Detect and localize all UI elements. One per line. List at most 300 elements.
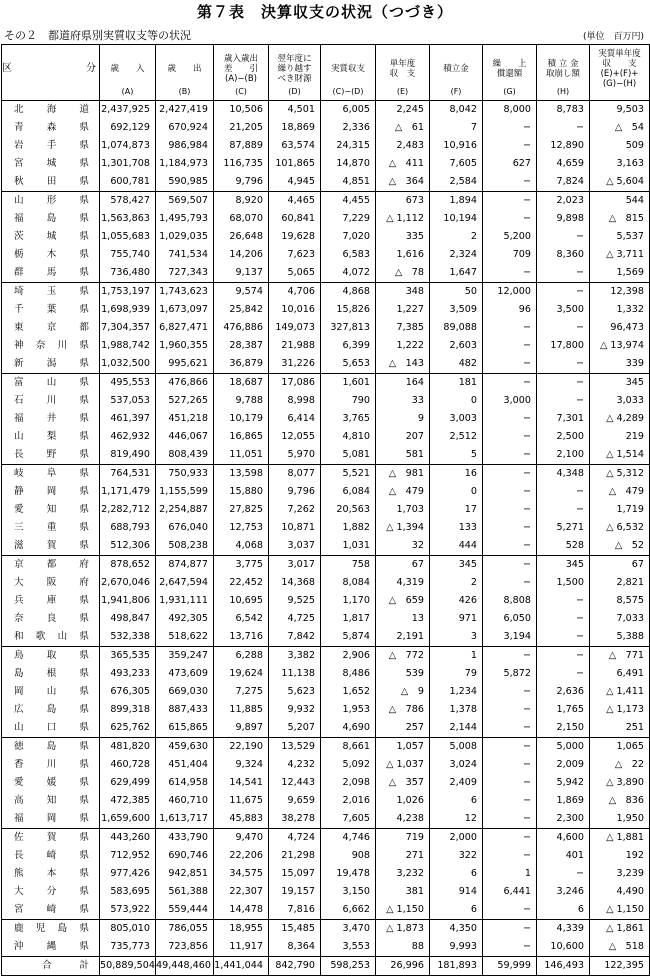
table-cell: 7,301 xyxy=(537,410,590,428)
table-cell: − xyxy=(537,228,590,246)
table-cell: 401 xyxy=(537,847,590,865)
table-cell: 19,624 xyxy=(214,665,269,683)
table-cell: 181 xyxy=(430,374,483,393)
table-cell: 6 xyxy=(430,901,483,920)
table-cell: 9,796 xyxy=(269,483,321,501)
table-cell: 14,870 xyxy=(321,155,376,173)
table-cell: 13,716 xyxy=(214,628,269,647)
prefecture-name: 青森県 xyxy=(2,119,100,137)
table-cell: 4,348 xyxy=(537,465,590,484)
table-cell: 1,652 xyxy=(321,683,376,701)
table-cell: 5,942 xyxy=(537,774,590,792)
table-cell: 17,800 xyxy=(537,337,590,355)
table-cell: 4,851 xyxy=(321,173,376,192)
table-cell: 3,003 xyxy=(430,410,483,428)
table-cell: 6,441 xyxy=(483,883,537,901)
column-header-label: 実質単年度 収 支 (E)+(F)+ (G)−(H) xyxy=(598,48,641,89)
table-cell: 1,950 xyxy=(590,810,650,829)
table-cell: 322 xyxy=(430,847,483,865)
table-cell: 583,695 xyxy=(100,883,156,901)
table-cell: 5,653 xyxy=(321,355,376,374)
table-row xyxy=(2,192,650,211)
table-cell: − xyxy=(537,374,590,393)
column-header xyxy=(2,45,114,101)
table-cell: 2,427,419 xyxy=(156,101,214,120)
table-cell: 4,350 xyxy=(430,920,483,939)
table-cell: − xyxy=(483,264,537,283)
table-cell: 13 xyxy=(376,610,430,628)
table-cell: 1,659,600 xyxy=(100,810,156,829)
table-cell: 819,490 xyxy=(100,446,156,465)
table-cell: 473,609 xyxy=(156,665,214,683)
table-cell: 9,897 xyxy=(214,719,269,738)
table-row xyxy=(2,101,650,120)
table-cell: △ 3,711 xyxy=(590,246,650,264)
table-cell: 18,955 xyxy=(214,920,269,939)
table-cell: 4,232 xyxy=(269,756,321,774)
table-row xyxy=(2,719,650,738)
prefecture-name: 群馬県 xyxy=(2,264,100,283)
table-cell: 10,506 xyxy=(214,101,269,120)
table-cell: 764,531 xyxy=(100,465,156,484)
table-cell: 6,288 xyxy=(214,647,269,666)
table-cell: △ 1,037 xyxy=(376,756,430,774)
table-cell: − xyxy=(537,483,590,501)
table-cell: 339 xyxy=(590,355,650,374)
prefecture-name: 福井県 xyxy=(2,410,100,428)
table-row xyxy=(2,173,650,192)
table-cell: △ 771 xyxy=(590,647,650,666)
table-cell: 33 xyxy=(376,392,430,410)
table-cell: 460,710 xyxy=(156,792,214,810)
table-cell: 7,623 xyxy=(269,246,321,264)
table-cell: 627 xyxy=(483,155,537,173)
table-cell: 68,070 xyxy=(214,210,269,228)
table-row xyxy=(2,556,650,575)
table-cell: 1,698,939 xyxy=(100,301,156,319)
table-cell: 8,000 xyxy=(483,101,537,120)
table-cell: 8,360 xyxy=(537,246,590,264)
table-cell: 10,016 xyxy=(269,301,321,319)
table-row xyxy=(2,774,650,792)
table-cell: 1,378 xyxy=(430,701,483,719)
table-cell: − xyxy=(537,592,590,610)
table-cell: 7,605 xyxy=(321,810,376,829)
table-cell: 3,024 xyxy=(430,756,483,774)
table-cell: 750,933 xyxy=(156,465,214,484)
table-cell: 9,796 xyxy=(214,173,269,192)
table-cell: 12,753 xyxy=(214,519,269,537)
table-cell: 8,077 xyxy=(269,465,321,484)
table-cell: 13,598 xyxy=(214,465,269,484)
table-cell: 207 xyxy=(376,428,430,446)
table-cell: 459,630 xyxy=(156,738,214,757)
prefecture-name: 三重県 xyxy=(2,519,100,537)
table-cell: 1,719 xyxy=(590,501,650,519)
table-row xyxy=(2,119,650,137)
table-cell: 1,563,863 xyxy=(100,210,156,228)
prefecture-name: 福島県 xyxy=(2,210,100,228)
table-cell: 5,537 xyxy=(590,228,650,246)
table-cell: − xyxy=(483,119,537,137)
table-row xyxy=(2,319,650,337)
table-cell: △ 3,890 xyxy=(590,774,650,792)
table-cell: 676,040 xyxy=(156,519,214,537)
table-cell: 2,000 xyxy=(430,829,483,848)
table-cell: 426 xyxy=(430,592,483,610)
page-title: 第７表 決算収支の状況（つづき） xyxy=(196,3,453,21)
table-cell: 5,970 xyxy=(269,446,321,465)
table-cell: − xyxy=(483,319,537,337)
table-cell: 1,753,197 xyxy=(100,283,156,302)
prefecture-name: 長崎県 xyxy=(2,847,100,865)
table-cell: 5,271 xyxy=(537,519,590,537)
table-cell: △ 52 xyxy=(590,537,650,556)
table-cell: 18,687 xyxy=(214,374,269,393)
table-cell: 1,941,806 xyxy=(100,592,156,610)
column-header-code: (F) xyxy=(450,87,462,96)
table-cell: 3 xyxy=(430,628,483,647)
table-cell: △ 479 xyxy=(376,483,430,501)
table-cell: 87,889 xyxy=(214,137,269,155)
table-cell: 590,985 xyxy=(156,173,214,192)
table-cell: 539 xyxy=(376,665,430,683)
table-cell: 5,081 xyxy=(321,446,376,465)
column-header-code: (C)−(D) xyxy=(332,87,364,96)
table-cell: 7 xyxy=(430,119,483,137)
table-cell: 443,260 xyxy=(100,829,156,848)
table-cell: − xyxy=(537,610,590,628)
table-cell: 5,092 xyxy=(321,756,376,774)
table-cell: 461,397 xyxy=(100,410,156,428)
prefecture-name: 宮崎県 xyxy=(2,901,100,920)
table-cell: 38,278 xyxy=(269,810,321,829)
table-cell: 1,074,873 xyxy=(100,137,156,155)
table-cell: △ 13,974 xyxy=(590,337,650,355)
table-cell: 45,883 xyxy=(214,810,269,829)
table-cell: 1,171,479 xyxy=(100,483,156,501)
table-cell: △ 1,873 xyxy=(376,920,430,939)
table-cell: 79 xyxy=(430,665,483,683)
table-cell: 723,856 xyxy=(156,938,214,957)
table-cell: 67 xyxy=(590,556,650,575)
table-cell: 345 xyxy=(590,374,650,393)
column-header xyxy=(537,45,590,101)
prefecture-name: 滋賀県 xyxy=(2,537,100,556)
table-cell: 971 xyxy=(430,610,483,628)
table-cell: 1,500 xyxy=(537,574,590,592)
prefecture-name: 和歌山県 xyxy=(2,628,100,647)
table-cell: 4,724 xyxy=(269,829,321,848)
table-cell: 2,647,594 xyxy=(156,574,214,592)
table-cell: 12,890 xyxy=(537,137,590,155)
table-cell: 7,842 xyxy=(269,628,321,647)
table-cell: 2 xyxy=(430,228,483,246)
table-cell: − xyxy=(483,574,537,592)
column-header xyxy=(269,45,321,101)
table-cell: 19,478 xyxy=(321,865,376,883)
table-cell: 5,200 xyxy=(483,228,537,246)
table-cell: 1,569 xyxy=(590,264,650,283)
table-cell: 5,872 xyxy=(483,665,537,683)
table-cell: 19,157 xyxy=(269,883,321,901)
table-cell: 1,332 xyxy=(590,301,650,319)
table-cell: 9,525 xyxy=(269,592,321,610)
table-cell: 476,866 xyxy=(156,374,214,393)
prefecture-name: 宮城県 xyxy=(2,155,100,173)
table-row xyxy=(2,428,650,446)
table-cell: △ 411 xyxy=(376,155,430,173)
table-cell: 34,575 xyxy=(214,865,269,883)
table-cell: − xyxy=(483,774,537,792)
table-cell: − xyxy=(537,392,590,410)
table-cell: 518,622 xyxy=(156,628,214,647)
table-cell: △ 1,394 xyxy=(376,519,430,537)
table-cell: 2,512 xyxy=(430,428,483,446)
prefecture-name: 大分県 xyxy=(2,883,100,901)
table-row xyxy=(2,519,650,537)
table-cell: △ 6,532 xyxy=(590,519,650,537)
table-cell: 15,826 xyxy=(321,301,376,319)
table-cell: − xyxy=(483,719,537,738)
table-cell: − xyxy=(483,537,537,556)
table-cell: 7,229 xyxy=(321,210,376,228)
table-cell: 6,491 xyxy=(590,665,650,683)
table-cell: 3,500 xyxy=(537,301,590,319)
column-header-code: (A) xyxy=(121,87,134,96)
table-cell: 625,762 xyxy=(100,719,156,738)
table-cell: 615,865 xyxy=(156,719,214,738)
table-cell: 345 xyxy=(430,556,483,575)
table-cell: △ 22 xyxy=(590,756,650,774)
table-cell: 6,005 xyxy=(321,101,376,120)
table-row xyxy=(2,792,650,810)
table-cell: 14,368 xyxy=(269,574,321,592)
table-cell: 492,305 xyxy=(156,610,214,628)
table-cell: 600,781 xyxy=(100,173,156,192)
table-cell: − xyxy=(483,210,537,228)
prefecture-name: 石川県 xyxy=(2,392,100,410)
table-cell: − xyxy=(537,283,590,302)
prefecture-name: 京都府 xyxy=(2,556,100,575)
table-cell: △ 786 xyxy=(376,701,430,719)
table-cell: 1,222 xyxy=(376,337,430,355)
table-row xyxy=(2,810,650,829)
table-cell: 10,916 xyxy=(430,137,483,155)
table-cell: 1,065 xyxy=(590,738,650,757)
table-cell: 0 xyxy=(430,392,483,410)
table-cell: 2,409 xyxy=(430,774,483,792)
table-cell: 63,574 xyxy=(269,137,321,155)
prefecture-name: 広島県 xyxy=(2,701,100,719)
table-cell: △ 357 xyxy=(376,774,430,792)
table-cell: 14,541 xyxy=(214,774,269,792)
prefecture-name: 鹿児島県 xyxy=(2,920,100,939)
table-cell: 790 xyxy=(321,392,376,410)
table-cell: 4,600 xyxy=(537,829,590,848)
table-cell: 122,395 xyxy=(590,957,650,976)
table-cell: 1,032,500 xyxy=(100,355,156,374)
prefecture-name: 高知県 xyxy=(2,792,100,810)
table-cell: 3,382 xyxy=(269,647,321,666)
table-cell: 21,205 xyxy=(214,119,269,137)
table-cell: 433,790 xyxy=(156,829,214,848)
table-cell: 1,184,973 xyxy=(156,155,214,173)
table-cell: 8,661 xyxy=(321,738,376,757)
table-cell: 7,033 xyxy=(590,610,650,628)
table-row xyxy=(2,738,650,757)
table-row xyxy=(2,537,650,556)
table-cell: 8,575 xyxy=(590,592,650,610)
table-cell: 4,072 xyxy=(321,264,376,283)
table-cell: △ 1,881 xyxy=(590,829,650,848)
table-cell: 27,825 xyxy=(214,501,269,519)
table-cell: 2,254,887 xyxy=(156,501,214,519)
table-cell: 4,746 xyxy=(321,829,376,848)
table-row xyxy=(2,301,650,319)
table-cell: 7,304,357 xyxy=(100,319,156,337)
table-cell: 6 xyxy=(537,901,590,920)
table-cell: 4,868 xyxy=(321,283,376,302)
table-cell: 573,922 xyxy=(100,901,156,920)
table-cell: 3,033 xyxy=(590,392,650,410)
table-cell: △ 78 xyxy=(376,264,430,283)
table-cell: 8,808 xyxy=(483,592,537,610)
table-cell: 3,037 xyxy=(269,537,321,556)
column-header xyxy=(430,45,483,101)
table-cell: 9,932 xyxy=(269,701,321,719)
prefecture-name: 山形県 xyxy=(2,192,100,211)
table-cell: 755,740 xyxy=(100,246,156,264)
table-cell: 1,647 xyxy=(430,264,483,283)
prefecture-name: 千葉県 xyxy=(2,301,100,319)
table-cell: 727,343 xyxy=(156,264,214,283)
table-cell: 2,603 xyxy=(430,337,483,355)
table-cell: 1,170 xyxy=(321,592,376,610)
column-header xyxy=(100,45,156,101)
table-cell: 22,307 xyxy=(214,883,269,901)
table-cell: 842,790 xyxy=(269,957,321,976)
table-cell: 3,470 xyxy=(321,920,376,939)
table-cell: 1,613,717 xyxy=(156,810,214,829)
table-cell: 14,206 xyxy=(214,246,269,264)
table-cell: 482 xyxy=(430,355,483,374)
table-cell: 528 xyxy=(537,537,590,556)
table-cell: 49,448,460 xyxy=(156,957,214,976)
table-cell: △ 1,514 xyxy=(590,446,650,465)
table-cell: 5,008 xyxy=(430,738,483,757)
table-cell: 9,137 xyxy=(214,264,269,283)
table-cell: △ 364 xyxy=(376,173,430,192)
prefecture-name: 大阪府 xyxy=(2,574,100,592)
table-row xyxy=(2,355,650,374)
table-cell: 7,275 xyxy=(214,683,269,701)
table-cell: 688,793 xyxy=(100,519,156,537)
table-cell: − xyxy=(483,847,537,865)
table-cell: 5,388 xyxy=(590,628,650,647)
table-cell: 2,324 xyxy=(430,246,483,264)
table-row xyxy=(2,592,650,610)
column-header-label: 単年度 収 支 xyxy=(389,58,416,79)
table-cell: 4,339 xyxy=(537,920,590,939)
table-cell: 2,245 xyxy=(376,101,430,120)
table-row xyxy=(2,847,650,865)
table-cell: 28,387 xyxy=(214,337,269,355)
table-cell: △ 9 xyxy=(376,683,430,701)
table-cell: 2,009 xyxy=(537,756,590,774)
table-cell: 5,874 xyxy=(321,628,376,647)
table-cell: 690,746 xyxy=(156,847,214,865)
table-cell: 569,507 xyxy=(156,192,214,211)
table-cell: 1,301,708 xyxy=(100,155,156,173)
column-header-label: 繰 上 償還額 xyxy=(492,58,527,79)
table-cell: 9,659 xyxy=(269,792,321,810)
prefecture-name: 鳥取県 xyxy=(2,647,100,666)
table-cell: 476,886 xyxy=(214,319,269,337)
prefecture-name: 埼玉県 xyxy=(2,283,100,302)
table-cell: 3,775 xyxy=(214,556,269,575)
table-cell: 986,984 xyxy=(156,137,214,155)
column-header-code: (E) xyxy=(396,87,409,96)
table-row xyxy=(2,446,650,465)
table-cell: 6,399 xyxy=(321,337,376,355)
prefecture-name: 神奈川県 xyxy=(2,337,100,355)
table-row xyxy=(2,483,650,501)
table-cell: 1 xyxy=(430,647,483,666)
table-cell: 12,055 xyxy=(269,428,321,446)
table-cell: 8,486 xyxy=(321,665,376,683)
table-cell: 3,194 xyxy=(483,628,537,647)
table-cell: 4,706 xyxy=(269,283,321,302)
table-cell: 4,490 xyxy=(590,883,650,901)
table-cell: 3,000 xyxy=(483,392,537,410)
table-cell: 21,988 xyxy=(269,337,321,355)
table-cell: 6,583 xyxy=(321,246,376,264)
table-cell: 1,703 xyxy=(376,501,430,519)
table-cell: − xyxy=(483,920,537,939)
table-cell: 2,098 xyxy=(321,774,376,792)
table-row xyxy=(2,665,650,683)
table-cell: − xyxy=(537,119,590,137)
table-cell: 5,521 xyxy=(321,465,376,484)
table-cell: 13,529 xyxy=(269,738,321,757)
table-cell: − xyxy=(483,410,537,428)
table-cell: 3,246 xyxy=(537,883,590,901)
table-cell: 7,020 xyxy=(321,228,376,246)
table-cell: − xyxy=(483,556,537,575)
prefecture-name: 沖縄県 xyxy=(2,938,100,957)
table-cell: 9 xyxy=(376,410,430,428)
table-cell: 2,670,046 xyxy=(100,574,156,592)
prefecture-name: 愛知県 xyxy=(2,501,100,519)
table-cell: 741,534 xyxy=(156,246,214,264)
table-cell: 3,553 xyxy=(321,938,376,957)
table-cell: 8,920 xyxy=(214,192,269,211)
table-cell: 9,898 xyxy=(537,210,590,228)
table-cell: 21,298 xyxy=(269,847,321,865)
table-row xyxy=(2,628,650,647)
table-cell: 1,931,111 xyxy=(156,592,214,610)
column-header-code: (G) xyxy=(503,87,516,96)
table-cell: △ 143 xyxy=(376,355,430,374)
table-cell: 4,465 xyxy=(269,192,321,211)
table-cell: 1,495,793 xyxy=(156,210,214,228)
table-cell: 5 xyxy=(430,446,483,465)
table-row xyxy=(2,264,650,283)
prefecture-name: 奈良県 xyxy=(2,610,100,628)
table-cell: 2,282,712 xyxy=(100,501,156,519)
table-cell: △ 1,112 xyxy=(376,210,430,228)
